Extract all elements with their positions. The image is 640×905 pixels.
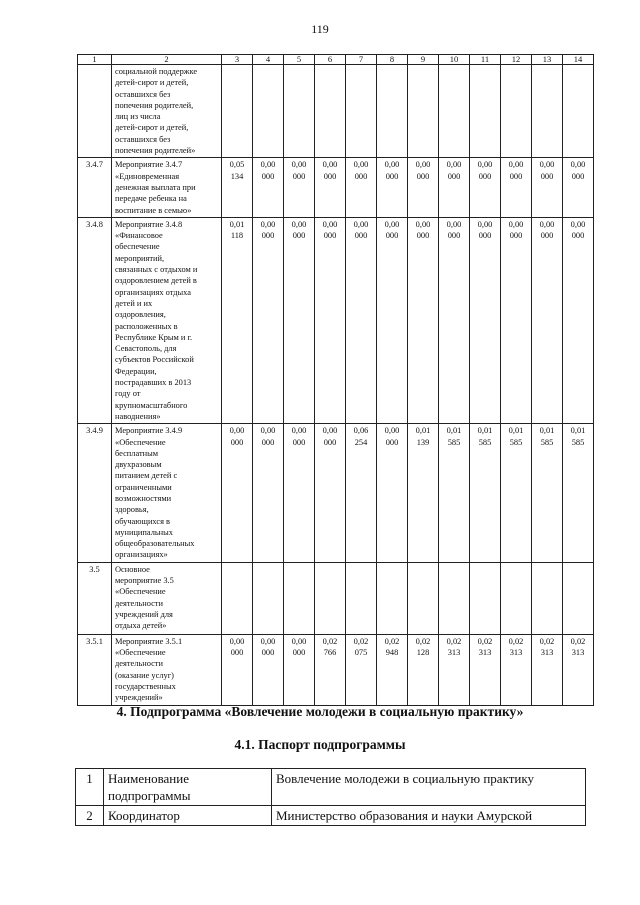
column-header: 8 (377, 55, 408, 65)
value-cell: 0,00 000 (253, 217, 284, 423)
passport-value: Министерство образования и науки Амурской (272, 806, 586, 826)
column-header: 5 (284, 55, 315, 65)
value-cell: 0,00 000 (253, 158, 284, 217)
value-cell: 0,00 000 (501, 158, 532, 217)
subsection-title: 4.1. Паспорт подпрограммы (234, 737, 406, 752)
value-cell: 0,00 000 (377, 158, 408, 217)
column-header: 4 (253, 55, 284, 65)
column-header: 1 (78, 55, 112, 65)
page-number: 119 (311, 22, 329, 36)
column-header: 14 (563, 55, 594, 65)
value-cell (408, 562, 439, 634)
value-cell: 0,02 948 (377, 634, 408, 705)
column-header: 7 (346, 55, 377, 65)
value-cell: 0,00 000 (532, 217, 563, 423)
value-cell (532, 562, 563, 634)
row-description: Мероприятие 3.4.8 «Финансовое обеспечение мероприятий, связанных с отдыхом и оздоровлением детей в организациях отдыха детей и их оздоровления, расположенных в Республике Крым и г. Севастополь, для субъектов Российской Федерации, пострадавших в 2013 году от крупномасштабного наводнения» (112, 217, 222, 423)
value-cell: 0,00 000 (439, 217, 470, 423)
table-row (78, 562, 594, 634)
value-cell: 0,00 000 (501, 217, 532, 423)
value-cell (253, 65, 284, 158)
value-cell: 0,01 139 (408, 424, 439, 563)
value-cell: 0,00 000 (346, 217, 377, 423)
value-cell (222, 65, 253, 158)
value-cell: 0,02 128 (408, 634, 439, 705)
row-number: 3.5.1 (78, 634, 112, 705)
value-cell (501, 65, 532, 158)
table-row (78, 217, 594, 423)
column-header: 13 (532, 55, 563, 65)
value-cell (470, 65, 501, 158)
value-cell: 0,02 313 (470, 634, 501, 705)
value-cell: 0,00 000 (563, 158, 594, 217)
passport-value: Вовлечение молодежи в социальную практику (272, 769, 586, 806)
value-cell: 0,00 000 (346, 158, 377, 217)
value-cell: 0,00 000 (377, 424, 408, 563)
column-header: 10 (439, 55, 470, 65)
row-description: Мероприятие 3.4.7 «Единовременная денежная выплата при передаче ребенка на воспитание в семью» (112, 158, 222, 217)
value-cell: 0,02 313 (501, 634, 532, 705)
value-cell (377, 65, 408, 158)
row-number (78, 65, 112, 158)
value-cell: 0,02 313 (563, 634, 594, 705)
data-table (77, 54, 594, 706)
section-title: 4. Подпрограмма «Вовлечение молодежи в социальную практику» (116, 704, 524, 719)
value-cell: 0,00 000 (253, 634, 284, 705)
value-cell: 0,00 000 (222, 424, 253, 563)
value-cell: 0,00 000 (315, 424, 346, 563)
row-description: Мероприятие 3.4.9 «Обеспечение бесплатным двухразовым питанием детей с ограниченными возможностями здоровья, обучающихся в муниципальных общеобразовательных организациях» (112, 424, 222, 563)
value-cell: 0,00 000 (470, 158, 501, 217)
value-cell: 0,00 000 (284, 424, 315, 563)
passport-row-number: 2 (76, 806, 104, 826)
column-header: 11 (470, 55, 501, 65)
value-cell: 0,00 000 (439, 158, 470, 217)
value-cell (284, 562, 315, 634)
value-cell: 0,00 000 (408, 158, 439, 217)
value-cell: 0,02 313 (532, 634, 563, 705)
passport-label: Наименование подпрограммы (104, 769, 272, 806)
column-header: 3 (222, 55, 253, 65)
row-description: социальной поддержке детей-сирот и детей, оставшихся без попечения родителей, лиц из числа детей-сирот и детей, оставшихся без попечения родителей» (112, 65, 222, 158)
value-cell (532, 65, 563, 158)
row-number: 3.4.9 (78, 424, 112, 563)
value-cell: 0,00 000 (315, 217, 346, 423)
value-cell: 0,02 075 (346, 634, 377, 705)
value-cell: 0,00 000 (253, 424, 284, 563)
column-header: 6 (315, 55, 346, 65)
value-cell (439, 65, 470, 158)
row-description: Мероприятие 3.5.1 «Обеспечение деятельности (оказание услуг) государственных учреждений» (112, 634, 222, 705)
value-cell: 0,00 000 (284, 634, 315, 705)
value-cell (563, 65, 594, 158)
value-cell (377, 562, 408, 634)
column-header: 2 (112, 55, 222, 65)
row-number: 3.5 (78, 562, 112, 634)
value-cell: 0,00 000 (222, 634, 253, 705)
value-cell: 0,00 000 (532, 158, 563, 217)
table-row (78, 65, 594, 158)
value-cell (346, 65, 377, 158)
value-cell: 0,01 585 (439, 424, 470, 563)
column-header: 12 (501, 55, 532, 65)
value-cell: 0,01 585 (563, 424, 594, 563)
value-cell: 0,01 585 (501, 424, 532, 563)
value-cell: 0,00 000 (563, 217, 594, 423)
row-description: Основное мероприятие 3.5 «Обеспечение деятельности учреждений для отдыха детей» (112, 562, 222, 634)
value-cell: 0,00 000 (408, 217, 439, 423)
value-cell: 0,02 766 (315, 634, 346, 705)
value-cell: 0,00 000 (315, 158, 346, 217)
table-row (78, 634, 594, 705)
value-cell (253, 562, 284, 634)
value-cell: 0,00 000 (470, 217, 501, 423)
value-cell (284, 65, 315, 158)
value-cell: 0,02 313 (439, 634, 470, 705)
value-cell (470, 562, 501, 634)
value-cell (315, 562, 346, 634)
value-cell: 0,00 000 (377, 217, 408, 423)
table-row (78, 158, 594, 217)
value-cell: 0,01 118 (222, 217, 253, 423)
value-cell: 0,01 585 (470, 424, 501, 563)
value-cell (501, 562, 532, 634)
passport-label: Координатор (104, 806, 272, 826)
column-header: 9 (408, 55, 439, 65)
passport-row (76, 806, 586, 826)
value-cell (439, 562, 470, 634)
passport-table (75, 768, 586, 826)
passport-row (76, 769, 586, 806)
value-cell: 0,06 254 (346, 424, 377, 563)
table-header-row (78, 55, 594, 65)
row-number: 3.4.8 (78, 217, 112, 423)
row-number: 3.4.7 (78, 158, 112, 217)
value-cell: 0,01 585 (532, 424, 563, 563)
value-cell (563, 562, 594, 634)
value-cell (346, 562, 377, 634)
passport-row-number: 1 (76, 769, 104, 806)
value-cell (315, 65, 346, 158)
value-cell (408, 65, 439, 158)
value-cell (222, 562, 253, 634)
value-cell: 0,05 134 (222, 158, 253, 217)
value-cell: 0,00 000 (284, 158, 315, 217)
table-row (78, 424, 594, 563)
value-cell: 0,00 000 (284, 217, 315, 423)
